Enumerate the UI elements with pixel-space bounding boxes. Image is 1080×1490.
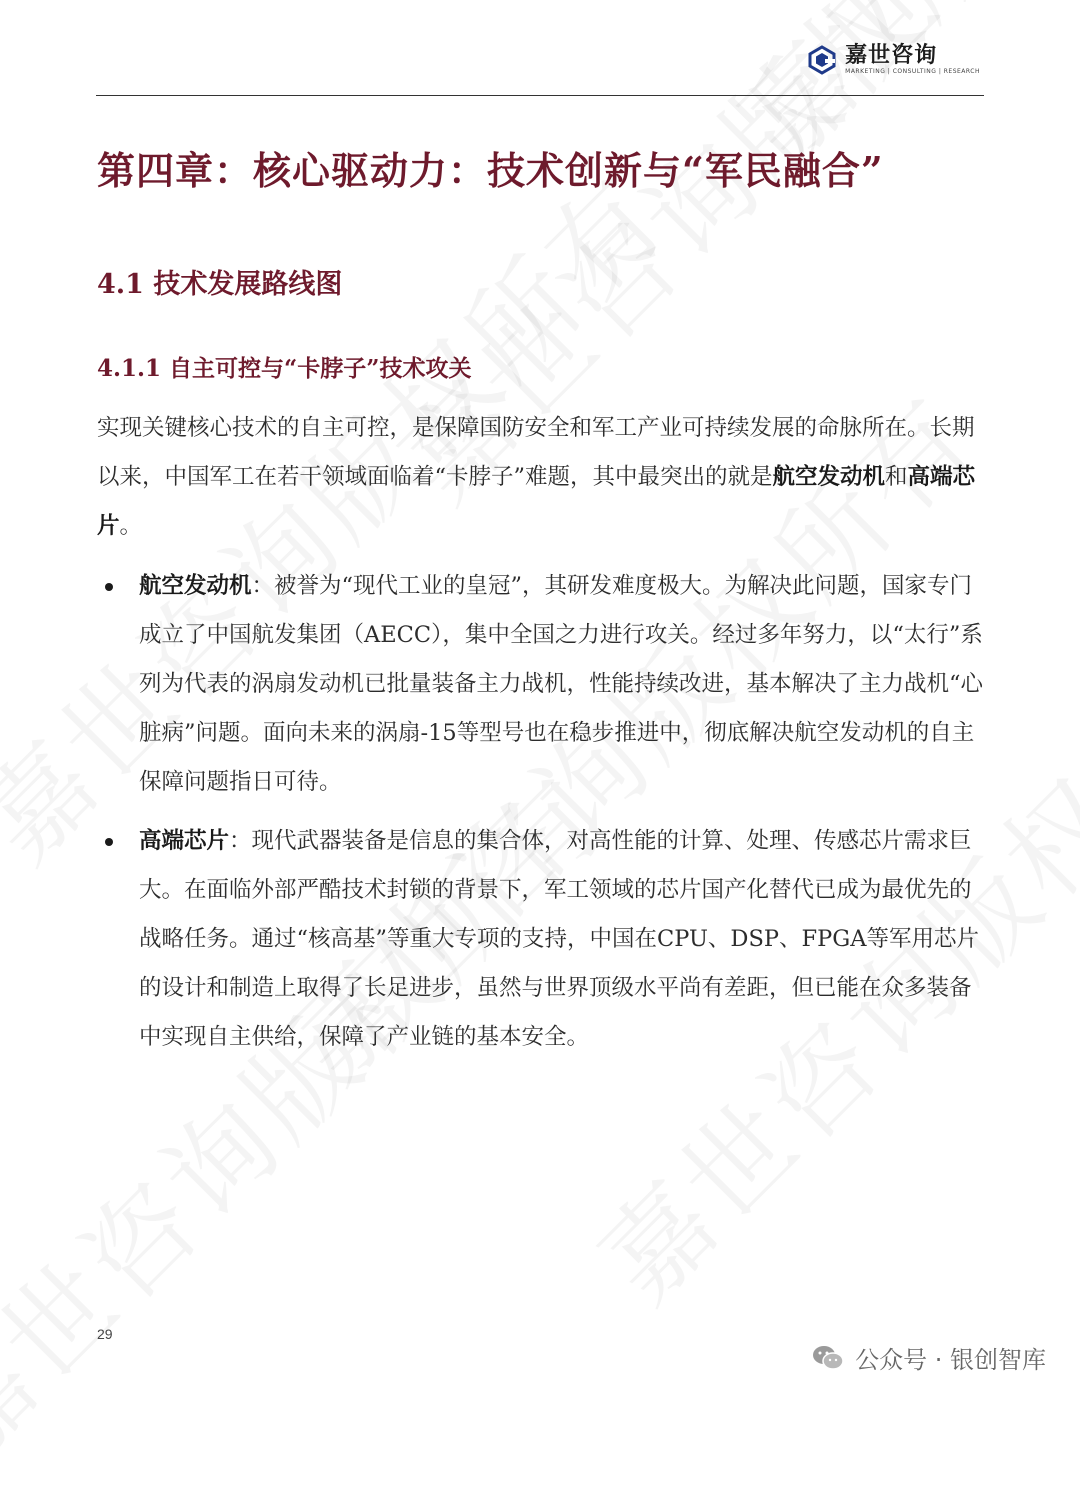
intro-paragraph bbox=[97, 404, 987, 551]
bullet-dot bbox=[105, 583, 113, 591]
brand-logo-icon bbox=[807, 45, 837, 75]
chapter-title: 第四章：核心驱动力：技术创新与“军民融合” bbox=[97, 148, 884, 193]
intro-bold-term: 高端芯片 bbox=[97, 464, 976, 539]
brand-name: 嘉世咨询 bbox=[845, 43, 938, 68]
wechat-icon bbox=[811, 1343, 845, 1373]
footer-source-label: 公众号 · 银创智库 bbox=[855, 1346, 1046, 1374]
bullet-text: ：被誉为“现代工业的皇冠”，其研发难度极大。为解决此问题，国家专门成立了中国航发集团（AECC），集中全国之力进行攻关。经过多年努力，以“太行”系列为代表的涡扇发动机已批量装备主力战机，性能持续改进，基本解决了主力战机“心脏病”问题。面向未来的涡扇-15等型号也在稳步推进中，彻底解决航空发动机的自主保障问题指日可待。 bbox=[139, 573, 984, 795]
intro-end: 。 bbox=[119, 513, 143, 539]
intro-text: 实现关键核心技术的自主可控，是保障国防安全和军工产业可持续发展的命脉所在。长期以来，中国军工在若干领域面临着“卡脖子”难题，其中最突出的就是 bbox=[97, 415, 975, 490]
bullet-list bbox=[97, 562, 987, 1072]
brand-tagline: MARKETING | CONSULTING | RESEARCH bbox=[845, 68, 980, 75]
intro-joiner: 和 bbox=[885, 464, 908, 490]
bullet-term: 高端芯片 bbox=[139, 828, 230, 854]
brand-logo bbox=[807, 44, 980, 75]
section-title: 4.1 技术发展路线图 bbox=[97, 269, 343, 300]
subsection-title: 4.1.1 自主可控与“卡脖子”技术攻关 bbox=[97, 355, 472, 382]
bullet-text: ：现代武器装备是信息的集合体，对高性能的计算、处理、传感芯片需求巨大。在面临外部严酷技术封锁的背景下，军工领域的芯片国产化替代已成为最优先的战略任务。通过“核高基”等重大专项的支持，中国在CPU、DSP、FPGA等军用芯片的设计和制造上取得了长足进步，虽然与世界顶级水平尚有差距，但已能在众多装备中实现自主供给，保障了产业链的基本安全。 bbox=[139, 828, 979, 1050]
bullet-item-aero-engine bbox=[97, 562, 987, 807]
intro-bold-term: 航空发动机 bbox=[772, 464, 886, 490]
bullet-dot bbox=[105, 838, 113, 846]
header-divider bbox=[96, 95, 984, 96]
bullet-item-high-end-chips bbox=[97, 817, 987, 1062]
page-number: 29 bbox=[97, 1326, 113, 1342]
bullet-term: 航空发动机 bbox=[139, 573, 252, 599]
footer-source bbox=[811, 1340, 1046, 1375]
